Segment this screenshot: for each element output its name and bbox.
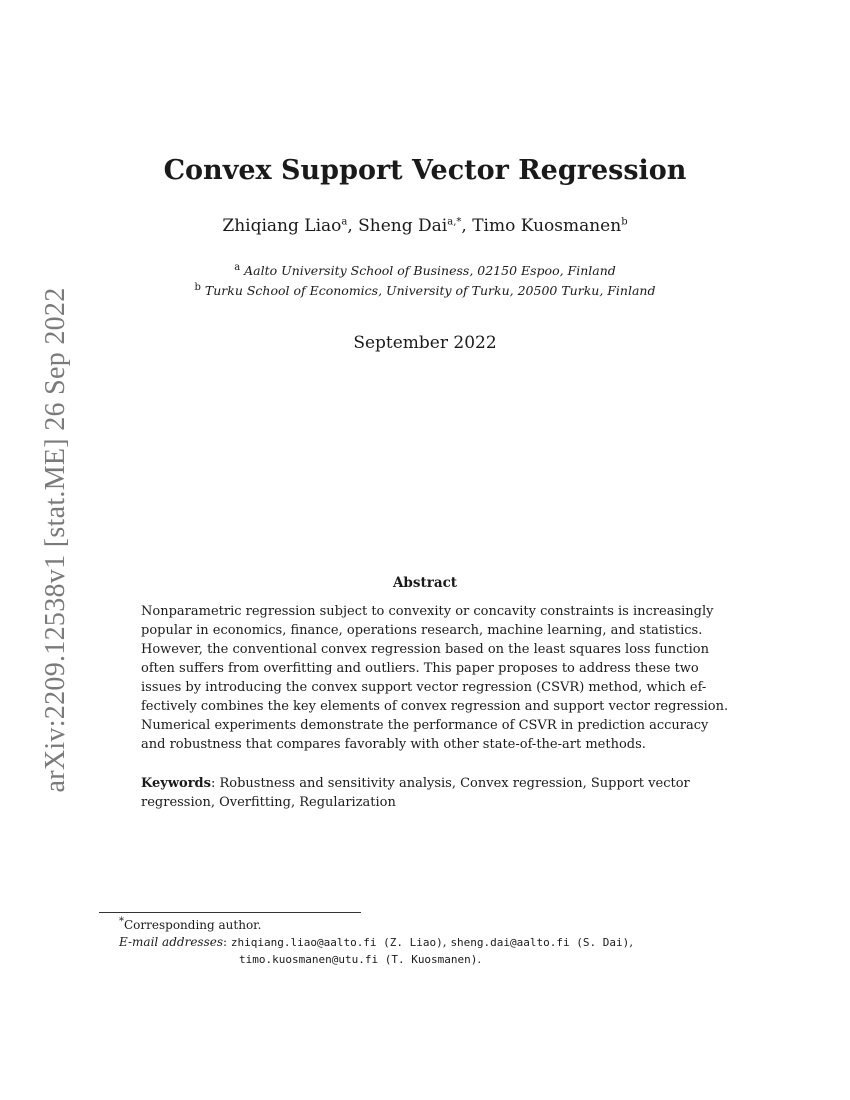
- email-separator: .: [477, 952, 482, 966]
- keywords-line: [141, 774, 711, 793]
- abstract-line: and robustness that compares favorably with other state-of-the-art methods.: [141, 737, 646, 752]
- author-separator: ,: [461, 216, 473, 236]
- affiliation-a: [0, 263, 850, 278]
- email-owner: (S. Dai): [569, 936, 630, 949]
- author-affiliation-mark: a: [341, 216, 348, 228]
- email-separator: ,: [629, 935, 634, 949]
- keywords-text: : Robustness and sensitivity analysis, Convex regression, Support vector: [210, 776, 690, 791]
- author-affiliation-mark: b: [621, 216, 628, 228]
- author-list: [0, 216, 850, 236]
- affiliation-mark: a: [234, 261, 241, 273]
- abstract-line: fectively combines the key elements of convex regression and support vector regression.: [141, 699, 729, 714]
- author-affiliation-mark: a,*: [447, 216, 462, 228]
- affiliation-b: [0, 283, 850, 298]
- abstract-line: Numerical experiments demonstrate the performance of CSVR in prediction accuracy: [141, 718, 709, 733]
- author-separator: ,: [347, 216, 359, 236]
- affiliation-text: Aalto University School of Business, 02150 Espoo, Finland: [244, 263, 616, 278]
- footnote: [99, 917, 739, 968]
- abstract-line: However, the conventional convex regression based on the least squares loss function: [141, 642, 709, 657]
- email-separator: ,: [442, 935, 451, 949]
- email-owner: (Z. Liao): [376, 936, 443, 949]
- author-name: Sheng Dai: [358, 216, 448, 236]
- abstract-line: Nonparametric regression subject to convexity or concavity constraints is increasingly: [141, 604, 714, 619]
- affiliation-mark: b: [194, 281, 201, 293]
- affiliation-text: Turku School of Economics, University of Turku, 20500 Turku, Finland: [204, 283, 656, 298]
- email-label: E-mail addresses: [119, 935, 223, 949]
- email-owner: (T. Kuosmanen): [378, 953, 478, 966]
- keywords-block: [141, 774, 711, 812]
- email-address[interactable]: sheng.dai@aalto.fi: [450, 936, 570, 949]
- arxiv-identifier-stamp: arXiv:2209.12538v1 [stat.ME] 26 Sep 2022: [40, 287, 71, 793]
- footnote-mark: *: [119, 916, 124, 927]
- corresponding-author-text: Corresponding author.: [124, 918, 262, 932]
- author-name: Timo Kuosmanen: [472, 216, 622, 236]
- keywords-label: Keywords: [141, 776, 211, 791]
- email-address[interactable]: zhiqiang.liao@aalto.fi: [230, 936, 377, 949]
- email-address[interactable]: timo.kuosmanen@utu.fi: [239, 953, 379, 966]
- paper-title: Convex Support Vector Regression: [163, 155, 687, 186]
- abstract-line: often suffers from overfitting and outliers. This paper proposes to address these two: [141, 661, 699, 676]
- corresponding-author-note: [99, 917, 739, 934]
- email-colon: :: [223, 935, 231, 949]
- email-line: [99, 934, 739, 951]
- abstract-line: issues by introducing the convex support vector regression (CSVR) method, which ef-: [141, 680, 707, 695]
- publication-date: September 2022: [353, 333, 497, 353]
- abstract-body: [141, 602, 729, 754]
- author-name: Zhiqiang Liao: [222, 216, 342, 236]
- email-line: [99, 951, 739, 968]
- keywords-line: regression, Overfitting, Regularization: [141, 795, 396, 810]
- abstract-line: popular in economics, finance, operations research, machine learning, and statistics.: [141, 623, 703, 638]
- footnote-rule: [99, 912, 361, 913]
- abstract-heading: Abstract: [392, 575, 458, 591]
